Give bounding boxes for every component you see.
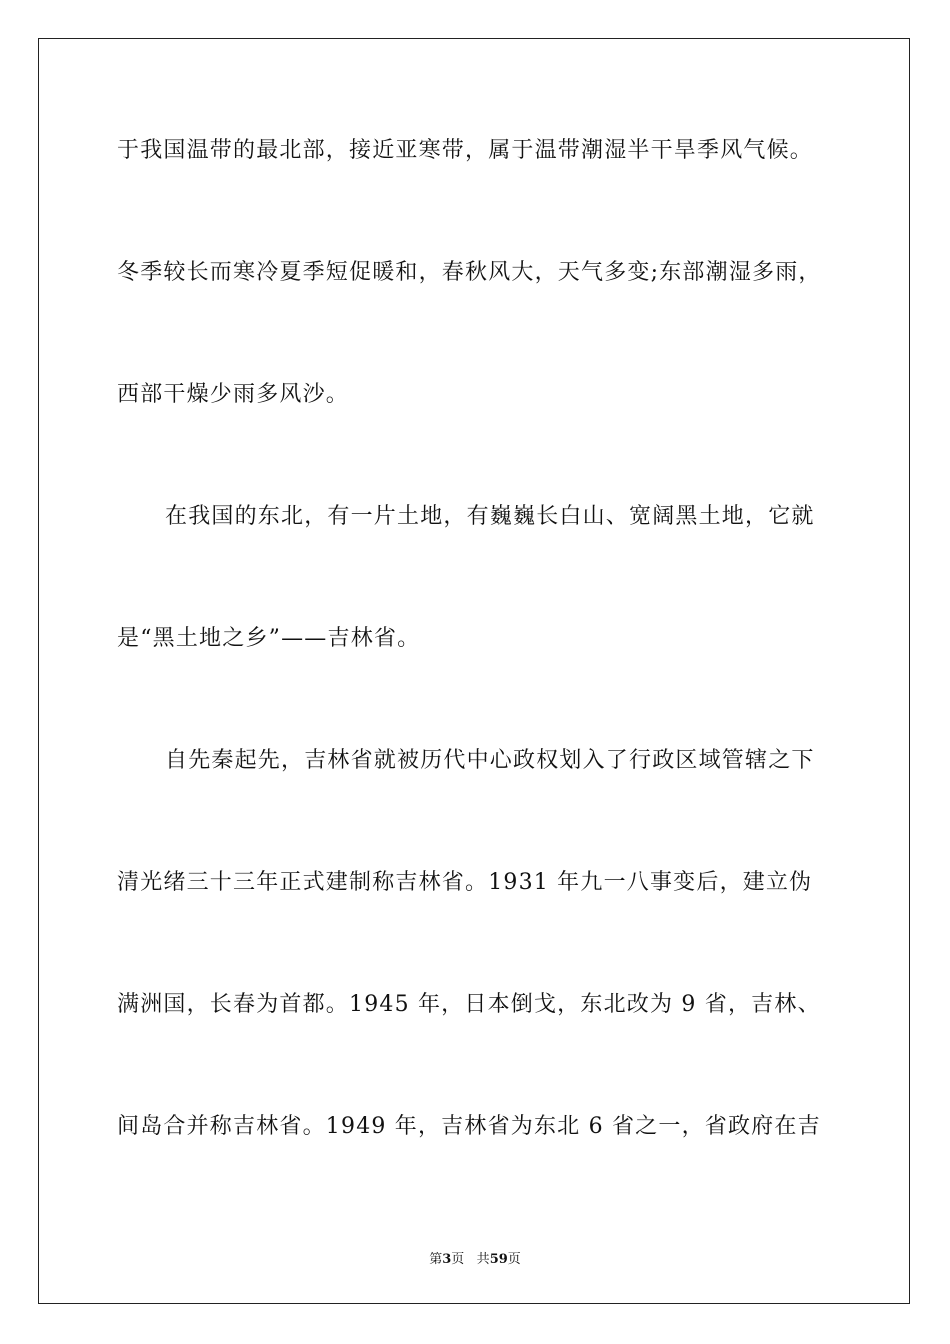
total-suffix: 页 <box>507 1252 521 1267</box>
text-line-9: 间岛合并称吉林省。1949 年，吉林省为东北 6 省之一，省政府在吉 <box>117 1114 821 1139</box>
text-line-5: 是“黑土地之乡”——吉林省。 <box>117 626 421 651</box>
text-line-6: 自先秦起先，吉林省就被历代中心政权划入了行政区域管辖之下 <box>165 748 815 773</box>
text-line-2: 冬季较长而寒冷夏季短促暖和，春秋风大，天气多变;东部潮湿多雨， <box>117 260 822 285</box>
page-footer <box>0 1248 950 1267</box>
page-number: 3 <box>442 1252 452 1267</box>
page-suffix: 页 <box>451 1252 465 1267</box>
page-prefix: 第 <box>429 1252 443 1267</box>
text-line-7: 清光绪三十三年正式建制称吉林省。1931 年九一八事变后，建立伪 <box>117 870 813 895</box>
total-prefix: 共 <box>476 1252 490 1267</box>
text-line-8: 满洲国，长春为首都。1945 年，日本倒戈，东北改为 9 省，吉林、 <box>117 992 821 1017</box>
text-line-3: 西部干燥少雨多风沙。 <box>117 382 350 407</box>
text-line-1: 于我国温带的最北部，接近亚寒带，属于温带潮湿半干旱季风气候。 <box>117 138 814 163</box>
text-line-4: 在我国的东北，有一片土地，有巍巍长白山、宽阔黑土地，它就 <box>165 504 815 529</box>
total-pages: 59 <box>489 1252 508 1267</box>
